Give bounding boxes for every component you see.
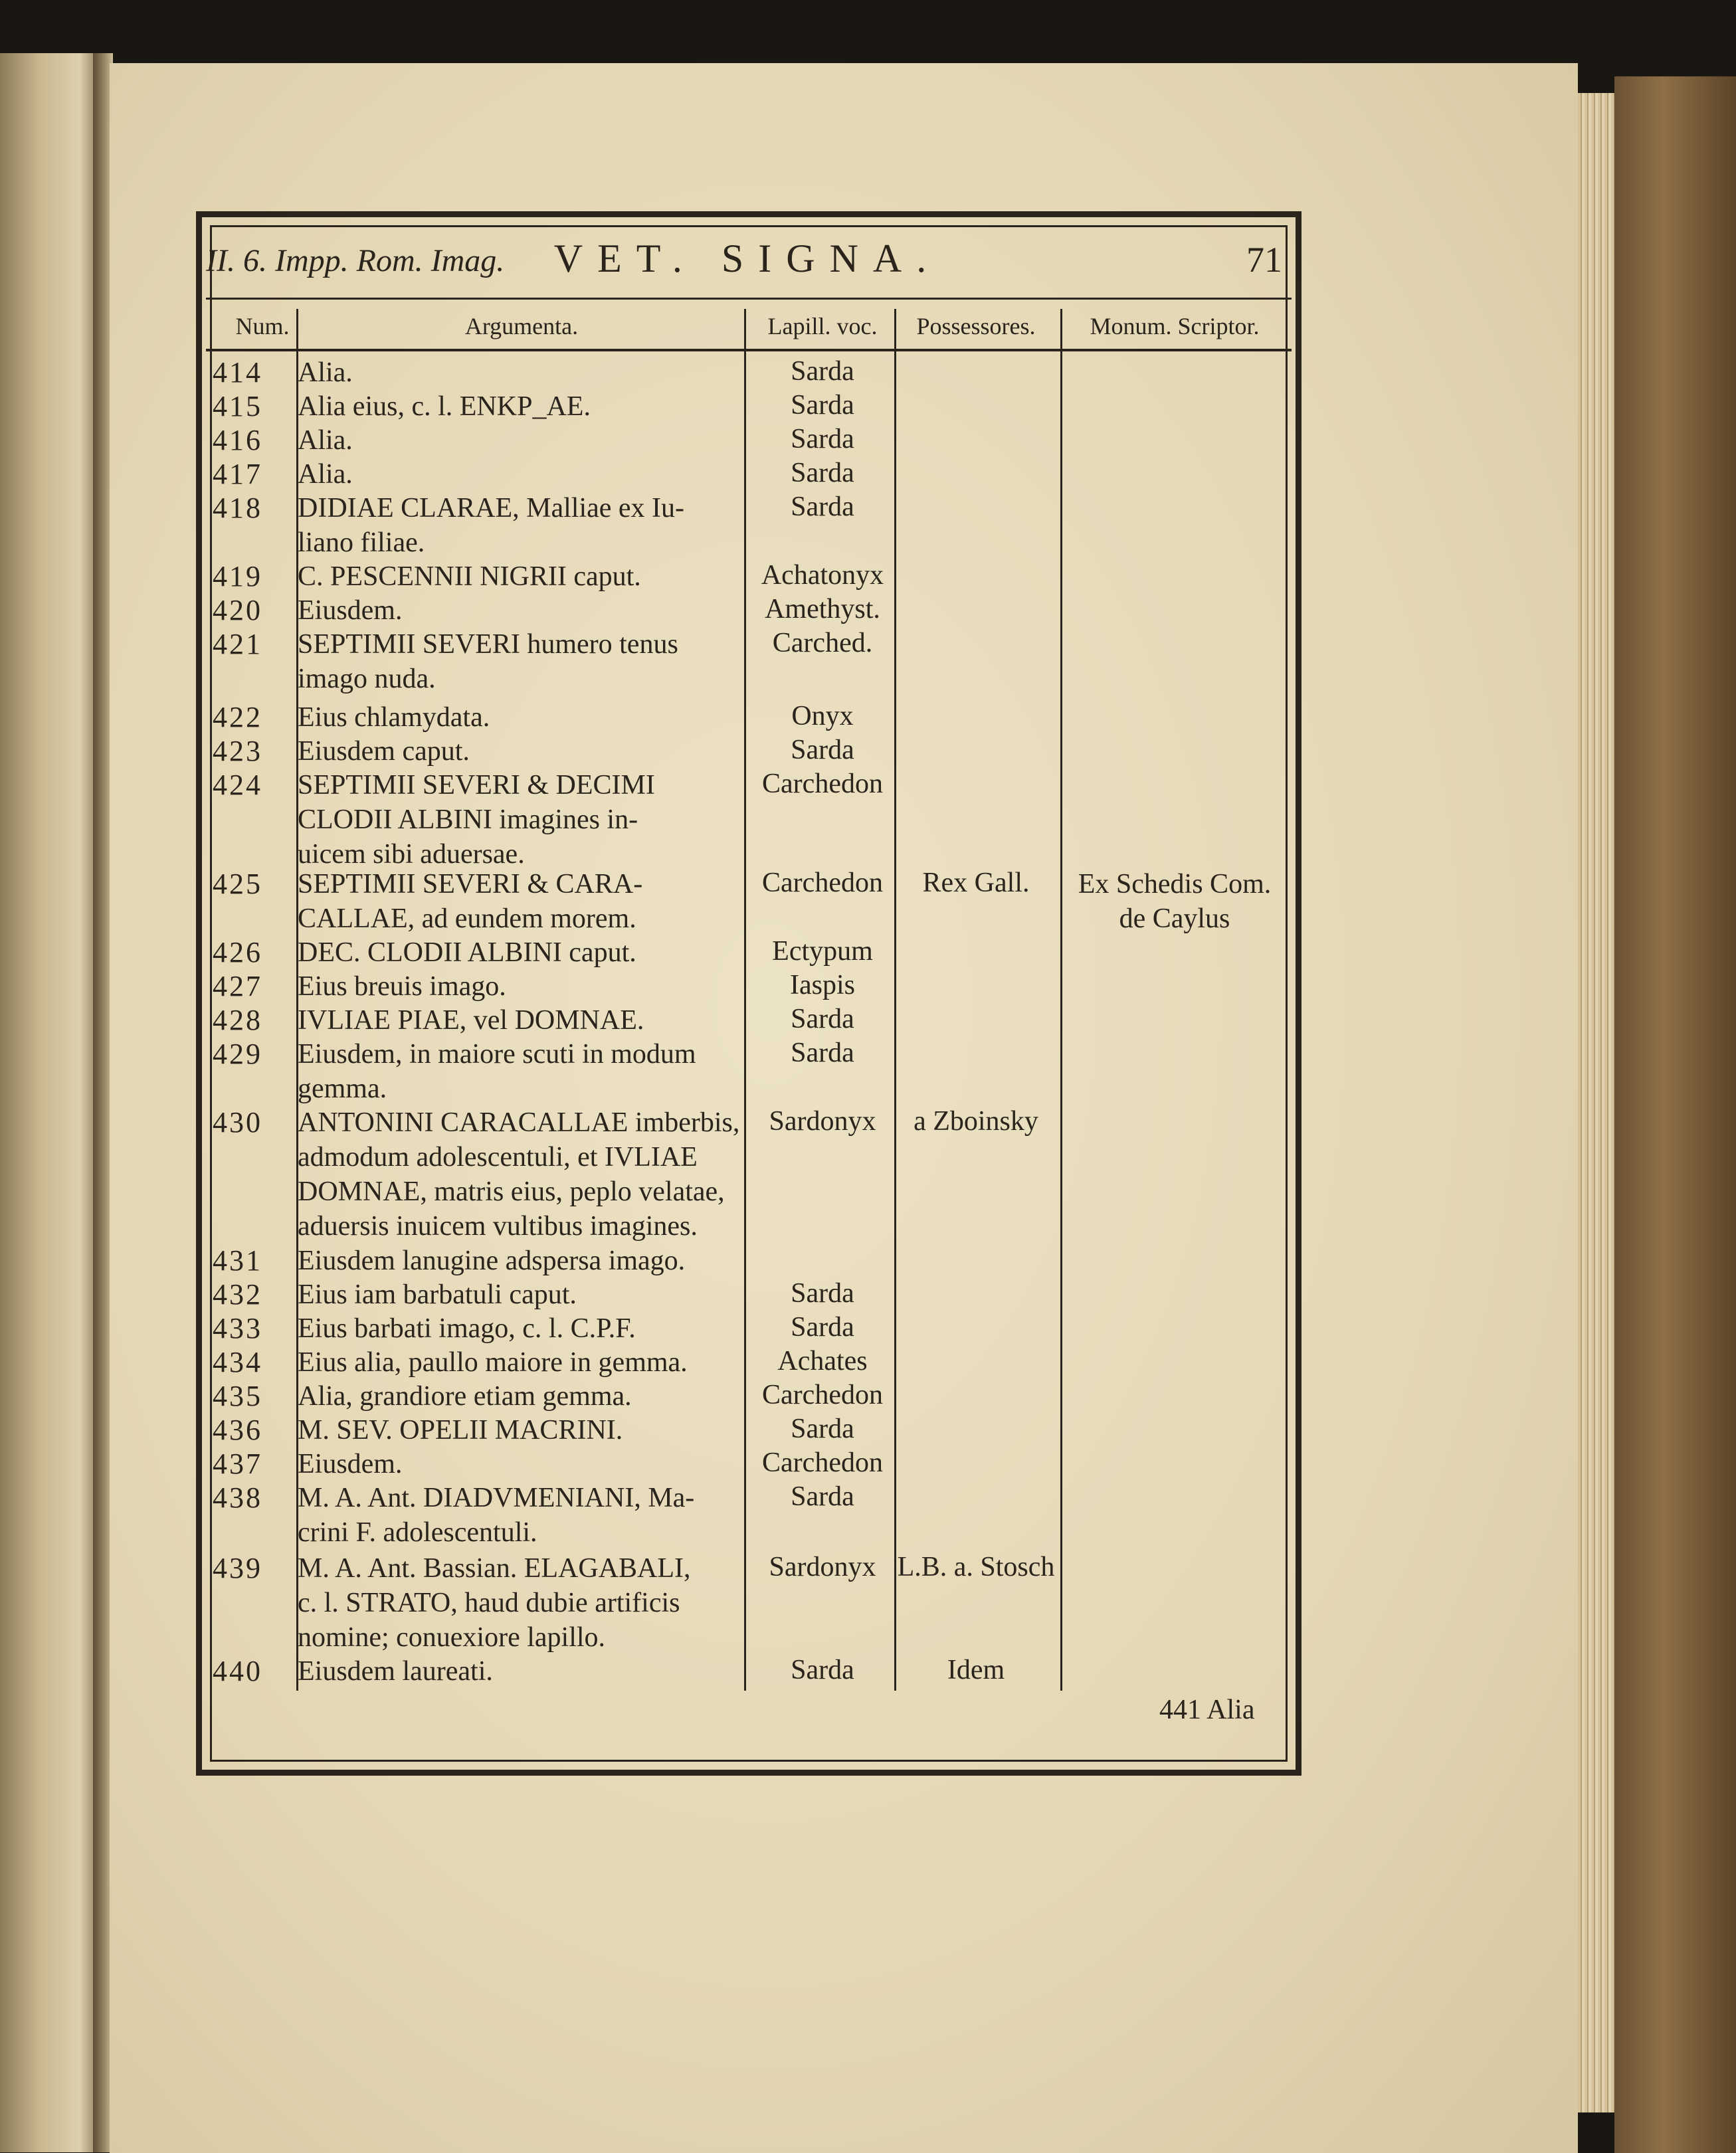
row-lapillus: Carchedon <box>762 769 883 799</box>
row-lapillus: Sarda <box>791 390 854 421</box>
row-possessor: Idem <box>947 1655 1005 1685</box>
row-num: 417 <box>213 458 262 490</box>
row-argumentum: Eius iam barbatuli caput. <box>298 1279 577 1310</box>
row-num: 439 <box>213 1552 262 1584</box>
row-num: 433 <box>213 1312 262 1345</box>
row-argumentum: M. A. Ant. Bassian. ELAGABALI, c. l. STRATO, haud dubie artificis nomine; conuexiore lapillo. <box>298 1553 691 1653</box>
row-argumentum: Eius barbati imago, c. l. C.P.F. <box>298 1313 636 1344</box>
row-lapillus: Sarda <box>791 1278 854 1309</box>
row-argumentum: Alia. <box>298 357 353 388</box>
row-argumentum: Eius breuis imago. <box>298 971 506 1002</box>
row-num: 425 <box>213 868 262 900</box>
row-scriptor: Ex Schedis Com. de Caylus <box>1078 869 1272 934</box>
row-num: 415 <box>213 390 262 422</box>
row-num: 431 <box>213 1244 262 1277</box>
row-argumentum: Eiusdem caput. <box>298 736 470 767</box>
left-page-edge <box>0 53 100 2152</box>
row-lapillus: Sarda <box>791 458 854 488</box>
row-num: 432 <box>213 1278 262 1311</box>
row-possessor: a Zboinsky <box>914 1106 1038 1137</box>
running-head <box>206 236 1289 296</box>
row-argumentum: Eiusdem lanugine adspersa imago. <box>298 1246 686 1276</box>
row-lapillus: Onyx <box>791 701 854 731</box>
row-num: 430 <box>213 1106 262 1139</box>
row-argumentum: Eiusdem, in maiore scuti in modum gemma. <box>298 1039 696 1104</box>
row-num: 440 <box>213 1655 262 1687</box>
column-header-possessores: Possessores. <box>916 313 1036 339</box>
row-lapillus: Sarda <box>791 1481 854 1512</box>
running-head-title: VET. SIGNA. <box>553 236 941 280</box>
row-argumentum: DIDIAE CLARAE, Malliae ex Iu- liano filiae. <box>298 493 685 558</box>
row-possessor: Rex Gall. <box>922 868 1030 898</box>
row-argumentum: ANTONINI CARACALLAE imberbis, admodum adolescentuli, et IVLIAE DOMNAE, matris eius, peplo velatae, aduersis inuicem vultibus imagines. <box>298 1107 740 1242</box>
row-num: 414 <box>213 356 262 389</box>
row-argumentum: Alia. <box>298 459 353 490</box>
row-num: 418 <box>213 492 262 524</box>
running-head-rule <box>206 298 1292 300</box>
row-lapillus: Sarda <box>791 1655 854 1685</box>
row-possessor: L.B. a. Stosch <box>897 1552 1055 1582</box>
row-num: 436 <box>213 1414 262 1446</box>
row-lapillus: Achatonyx <box>761 560 884 591</box>
row-num: 427 <box>213 970 262 1002</box>
row-lapillus: Sarda <box>791 1414 854 1444</box>
column-header-argumenta: Argumenta. <box>464 313 579 339</box>
row-num: 416 <box>213 424 262 456</box>
row-argumentum: Eiusdem. <box>298 1449 403 1479</box>
row-lapillus: Sardonyx <box>769 1552 876 1582</box>
column-header-num: Num. <box>235 313 290 339</box>
row-lapillus: Sarda <box>791 735 854 765</box>
row-num: 434 <box>213 1346 262 1378</box>
row-lapillus: Sarda <box>791 1004 854 1034</box>
row-argumentum: SEPTIMII SEVERI humero tenus imago nuda. <box>298 629 678 694</box>
row-argumentum: Alia, grandiore etiam gemma. <box>298 1381 632 1412</box>
row-num: 438 <box>213 1481 262 1514</box>
page-number: 71 <box>1246 240 1282 280</box>
row-lapillus: Sarda <box>791 424 854 454</box>
row-num: 422 <box>213 701 262 733</box>
row-lapillus: Achates <box>777 1346 868 1376</box>
row-lapillus: Carchedon <box>762 868 883 898</box>
book-cover <box>1614 76 1736 2153</box>
row-lapillus: Sarda <box>791 492 854 522</box>
row-num: 426 <box>213 936 262 969</box>
row-argumentum: M. A. Ant. DIADVMENIANI, Ma- crini F. adolescentuli. <box>298 1483 695 1548</box>
row-lapillus: Carched. <box>772 628 873 658</box>
column-header-scriptor: Monum. Scriptor. <box>1090 313 1260 339</box>
row-argumentum: IVLIAE PIAE, vel DOMNAE. <box>298 1005 644 1036</box>
row-lapillus: Ectypum <box>772 936 873 967</box>
row-lapillus: Sarda <box>791 1038 854 1068</box>
row-num: 437 <box>213 1448 262 1480</box>
row-num: 423 <box>213 735 262 767</box>
row-num: 435 <box>213 1380 262 1412</box>
row-lapillus: Sarda <box>791 1312 854 1343</box>
row-argumentum: M. SEV. OPELII MACRINI. <box>298 1415 623 1446</box>
row-num: 421 <box>213 628 262 660</box>
row-lapillus: Sardonyx <box>769 1106 876 1137</box>
row-lapillus: Amethyst. <box>765 594 880 624</box>
catchword: 441 Alia <box>1159 1695 1255 1725</box>
running-head-left: II. 6. Impp. Rom. Imag. <box>206 243 505 278</box>
row-argumentum: SEPTIMII SEVERI & CARA- CALLAE, ad eundem morem. <box>298 869 643 934</box>
row-num: 429 <box>213 1038 262 1070</box>
row-argumentum: Alia. <box>298 425 353 456</box>
row-num: 420 <box>213 594 262 626</box>
row-lapillus: Sarda <box>791 356 854 387</box>
header-rule <box>206 349 1292 351</box>
row-argumentum: SEPTIMII SEVERI & DECIMI CLODII ALBINI imagines in- uicem sibi aduersae. <box>298 770 655 870</box>
row-argumentum: Alia eius, c. l. ENKP_AE. <box>298 391 591 422</box>
row-argumentum: DEC. CLODII ALBINI caput. <box>298 937 636 968</box>
column-header-lapill: Lapill. voc. <box>767 313 878 339</box>
row-lapillus: Iaspis <box>790 970 855 1000</box>
column-headers <box>206 307 1292 347</box>
row-lapillus: Carchedon <box>762 1448 883 1478</box>
row-argumentum: C. PESCENNII NIGRII caput. <box>298 561 641 592</box>
column-divider <box>1060 309 1062 1691</box>
row-argumentum: Eius alia, paullo maiore in gemma. <box>298 1347 688 1378</box>
row-argumentum: Eius chlamydata. <box>298 702 490 733</box>
row-num: 419 <box>213 560 262 593</box>
row-argumentum: Eiusdem laureati. <box>298 1656 493 1687</box>
row-argumentum: Eiusdem. <box>298 595 403 626</box>
row-num: 428 <box>213 1004 262 1036</box>
page-edges <box>1578 93 1618 2112</box>
row-num: 424 <box>213 769 262 801</box>
row-lapillus: Carchedon <box>762 1380 883 1410</box>
